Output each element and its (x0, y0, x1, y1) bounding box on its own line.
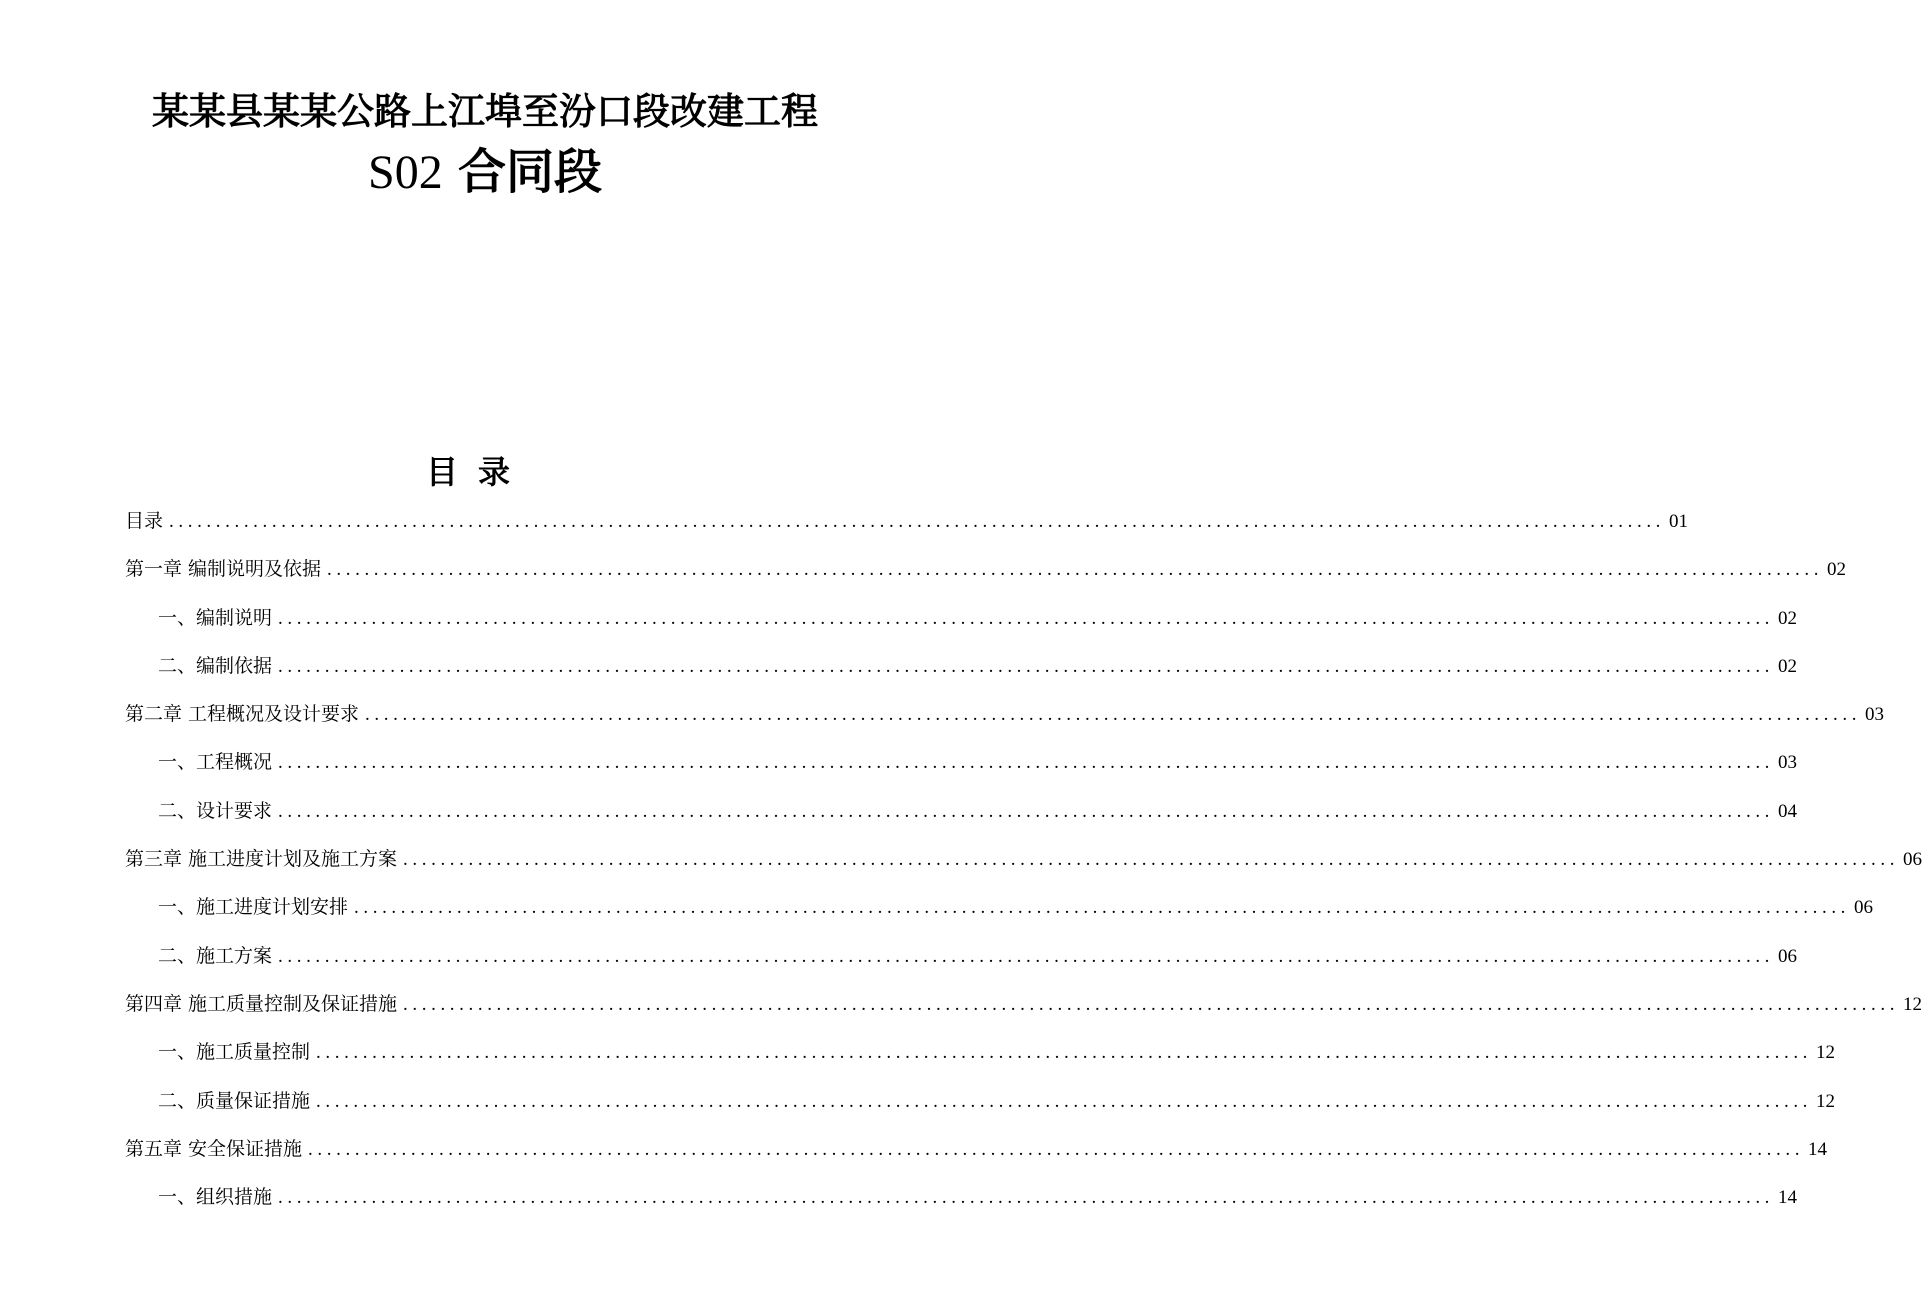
toc-entry[interactable] (125, 980, 1922, 1028)
toc-entry[interactable] (125, 1028, 1836, 1076)
toc-dot-leader: ................................................................................................................................................................ (278, 945, 1775, 967)
toc-entry[interactable] (125, 497, 1689, 545)
toc-entry-label: 一、编制说明 (158, 606, 273, 629)
toc-entry-label: 一、工程概况 (158, 751, 273, 774)
toc-entry[interactable] (125, 883, 1874, 931)
toc-heading: 目录 (425, 453, 530, 491)
document-title: 某某县某某公路上江埠至汾口段改建工程 (152, 89, 818, 133)
toc-dot-leader: ................................................................................................................................................................ (278, 800, 1775, 822)
toc-entry-label: 第一章 编制说明及依据 (125, 558, 322, 581)
toc-dot-leader: ................................................................................................................................................................ (308, 1138, 1805, 1160)
toc-entry[interactable] (125, 738, 1798, 786)
toc-entry-page-number: 12 (1816, 1090, 1836, 1112)
toc-dot-leader: ................................................................................................................................................................ (278, 752, 1775, 774)
toc-entry-label: 一、组织措施 (158, 1186, 273, 1209)
toc-dot-leader: ................................................................................................................................................................ (316, 1090, 1813, 1112)
toc-entry[interactable] (125, 642, 1798, 690)
toc-dot-leader: ................................................................................................................................................................ (316, 1042, 1813, 1064)
toc-entry-page-number: 06 (1903, 849, 1922, 871)
toc-dot-leader: ................................................................................................................................................................ (354, 897, 1851, 919)
toc-entry-page-number: 06 (1778, 945, 1798, 967)
toc-entry-label: 第二章 工程概况及设计要求 (125, 703, 360, 726)
toc-dot-leader: ................................................................................................................................................................ (327, 559, 1824, 581)
toc-entry-page-number: 06 (1854, 897, 1874, 919)
toc-entry-label: 目录 (125, 510, 164, 532)
toc-entry-label: 第五章 安全保证措施 (125, 1137, 303, 1160)
toc-entry-label: 二、施工方案 (158, 944, 273, 967)
toc-dot-leader: ................................................................................................................................................................ (403, 993, 1900, 1015)
toc-entry[interactable] (125, 932, 1798, 980)
toc-entry[interactable] (125, 835, 1922, 883)
toc-dot-leader: ................................................................................................................................................................ (278, 1187, 1775, 1209)
contract-section-code: S02 (368, 146, 443, 199)
toc-entry[interactable] (125, 787, 1798, 835)
toc-entry-page-number: 01 (1669, 511, 1689, 532)
toc-entry-page-number: 02 (1778, 655, 1798, 677)
toc-entry-label: 第三章 施工进度计划及施工方案 (125, 848, 398, 871)
toc-entry-label: 第四章 施工质量控制及保证措施 (125, 992, 398, 1015)
document-subtitle (0, 142, 920, 203)
toc-dot-leader: ................................................................................................................................................................ (278, 607, 1775, 629)
toc-entry-page-number: 03 (1778, 752, 1798, 774)
toc-dot-leader: ................................................................................................................................................................ (365, 704, 1862, 726)
toc-entry-page-number: 14 (1808, 1138, 1828, 1160)
toc-entry[interactable] (125, 1125, 1828, 1173)
toc-entry-page-number: 12 (1903, 993, 1922, 1015)
toc-entry[interactable] (125, 1077, 1836, 1125)
toc-entry[interactable] (125, 690, 1885, 738)
toc-entry-label: 一、施工进度计划安排 (158, 896, 349, 919)
toc-entry-label: 二、质量保证措施 (158, 1089, 311, 1112)
toc-dot-leader: ................................................................................................................................................................ (403, 849, 1900, 871)
toc-dot-leader: ................................................................................................................................................................ (169, 511, 1666, 532)
toc-entry-label: 二、编制依据 (158, 654, 273, 677)
toc-entry[interactable] (125, 545, 1847, 593)
toc-entry-page-number: 12 (1816, 1042, 1836, 1064)
contract-section-label: 合同段 (457, 144, 602, 200)
toc-entry-page-number: 02 (1778, 607, 1798, 629)
toc-entry-page-number: 04 (1778, 800, 1798, 822)
toc-entry-page-number: 02 (1827, 559, 1847, 581)
toc-entry[interactable] (125, 1173, 1798, 1221)
toc-entry-page-number: 14 (1778, 1187, 1798, 1209)
toc-entry-page-number: 03 (1865, 704, 1885, 726)
toc-entry-label: 一、施工质量控制 (158, 1041, 311, 1064)
table-of-contents (125, 497, 1922, 1221)
toc-entry[interactable] (125, 594, 1798, 642)
toc-entry-label: 二、设计要求 (158, 799, 273, 822)
toc-dot-leader: ................................................................................................................................................................ (278, 655, 1775, 677)
